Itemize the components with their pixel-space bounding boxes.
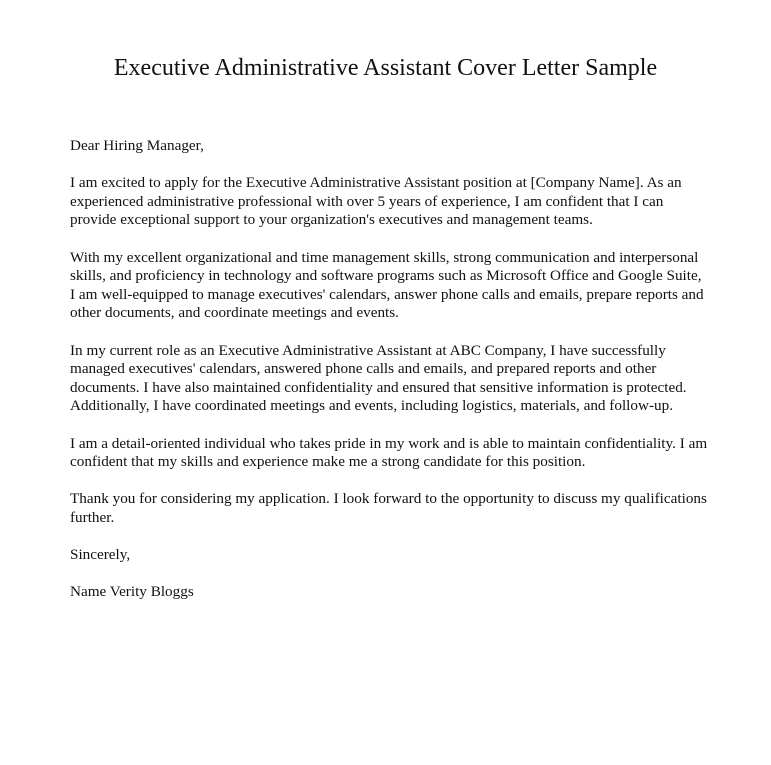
paragraph-experience: In my current role as an Executive Administrative Assistant at ABC Company, I have successfully managed executives' calendars, answered phone calls and emails, and prepared reports and other documents. I have also maintained confidentiality and ensured that sensitive information is protected. Additionally, I have coordinated meetings and events, including logistics, materials, and follow-up.	[70, 341, 687, 415]
document-title: Executive Administrative Assistant Cover Letter Sample	[113, 55, 658, 81]
letter-body	[70, 137, 710, 602]
closing: Sincerely,	[70, 546, 131, 564]
paragraph-qualities: I am a detail-oriented individual who takes pride in my work and is able to maintain confidentiality. I am confident that my skills and experience make me a strong candidate for this position.	[70, 434, 708, 471]
salutation: Dear Hiring Manager,	[70, 137, 204, 154]
paragraph-intro: I am excited to apply for the Executive Administrative Assistant position at [Company Name]. As an experienced administrative professional with over 5 years of experience, I am confident that I can provide exceptional support to your organization's executives and management teams.	[70, 174, 682, 229]
signature: Name Verity Bloggs	[70, 583, 194, 601]
paragraph-skills: With my excellent organizational and time management skills, strong communication and interpersonal skills, and proficiency in technology and software programs such as Microsoft Office and Google Suite, I am well-equipped to manage executives' calendars, answer phone calls and emails, prepare reports and other documents, and coordinate meetings and events.	[70, 248, 704, 322]
paragraph-thanks: Thank you for considering my application. I look forward to the opportunity to discuss my qualifications further.	[70, 490, 707, 526]
